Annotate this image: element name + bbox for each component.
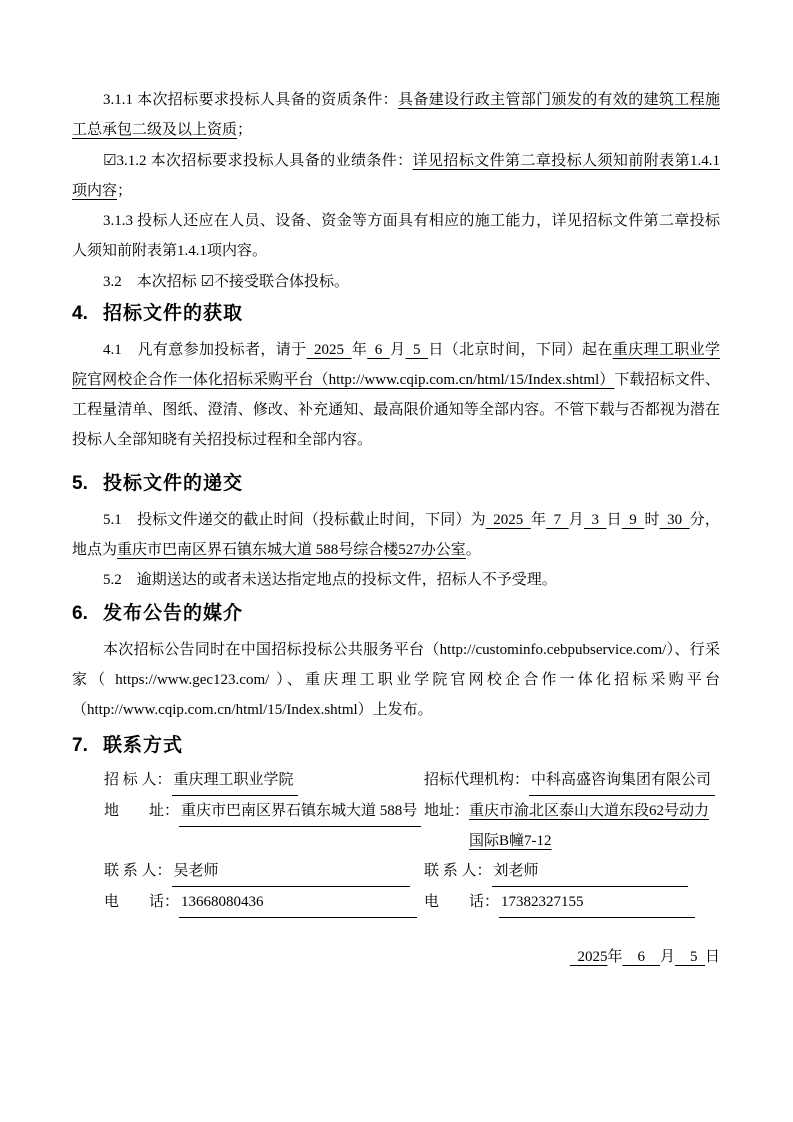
underlined-submission-address: 重庆市巴南区界石镇东城大道 588号综合楼527办公室 [117, 542, 466, 558]
clause-text: 3.1.2 本次招标要求投标人具备的业绩条件： [116, 153, 413, 169]
signature-date [72, 942, 720, 972]
contact-value: 刘老师 [492, 856, 688, 887]
underlined-qualification-text: 具备建设行政主管部门颁发的有效的建筑工程施工总承包二级及以上资质 [72, 92, 720, 138]
section-number: 7. [72, 735, 88, 756]
clause-3-1-2 [72, 145, 720, 206]
clause-5-1 [72, 505, 720, 565]
clause-text: 3.1.3 投标人还应在人员、设备、资金等方面具有相应的施工能力，详见招标文件第二章投标人须知前附表第1.4.1项内容。 [72, 213, 720, 259]
contact-field-agency-person [424, 856, 720, 887]
clause-text: 月 [389, 342, 406, 358]
contact-field-tenderer-address [104, 796, 424, 856]
checked-checkbox-icon: ☑ [200, 272, 214, 290]
clause-text: 月 [568, 512, 584, 528]
contact-value: 中科高盛咨询集团有限公司 [529, 765, 715, 796]
clause-text: 5.2 逾期送达的或者未送达指定地点的投标文件，招标人不予受理。 [103, 572, 557, 588]
contact-label: 地址： [424, 803, 470, 819]
contact-value: 重庆理工职业学院 [172, 765, 298, 796]
underlined-platform-url: 重庆理工职业学院官网校企合作一体化招标采购平台（http://www.cqip.com.cn/html/15/Index.shtml） [72, 342, 720, 388]
clause-text: 3.2 本次招标 [103, 274, 201, 290]
contact-label: 招 标 人： [104, 772, 172, 788]
underlined-minute: 30 [659, 512, 690, 528]
section-4-heading [72, 299, 720, 329]
clause-4-1 [72, 335, 720, 455]
underlined-day: 5 [405, 342, 428, 358]
clause-text: 5.1 投标文件递交的截止时间（投标截止时间，下同）为 [103, 512, 486, 528]
contact-value: 吴老师 [172, 856, 410, 887]
section-title: 发布公告的媒介 [103, 603, 244, 624]
contact-field-agency-address [424, 796, 720, 856]
contact-label: 电 话： [424, 894, 500, 910]
clause-5-2 [72, 565, 720, 595]
section-number: 5. [72, 473, 88, 494]
contact-field-tenderer [104, 765, 424, 796]
contact-label: 招标代理机构： [424, 772, 530, 788]
clause-3-1-1 [72, 85, 720, 145]
clause-text: 时 [644, 512, 660, 528]
underlined-year: 2025 [485, 512, 531, 528]
underlined-day: 3 [583, 512, 607, 528]
contact-field-tenderer-person [104, 856, 424, 887]
clause-text: 本次招标公告同时在中国招标投标公共服务平台（http://custominfo.cebpubservice.com/）、行采家（ https://www.gec123.com/ ）、重庆理工职业学院官网校企合作一体化招标采购平台（http://www.cqip.com.cn/html/15/Index.shtml）上发布。 [72, 642, 720, 718]
announcement-media-paragraph [72, 635, 720, 725]
clause-text: 3.1.1 本次招标要求投标人具备的资质条件： [103, 92, 399, 108]
date-text: 日 [704, 949, 720, 965]
section-title: 招标文件的获取 [103, 303, 244, 324]
clause-text: 年 [351, 342, 368, 358]
contact-label: 电 话： [104, 894, 180, 910]
contact-field-agency [424, 765, 720, 796]
clause-text: ； [117, 183, 133, 199]
clause-3-1-3 [72, 206, 720, 266]
section-7-heading [72, 731, 720, 761]
underlined-month: 7 [546, 512, 569, 528]
clause-text: 分，地点为 [72, 512, 720, 558]
clause-text: 年 [530, 512, 547, 528]
section-title: 投标文件的递交 [103, 473, 244, 494]
date-month: 6 [622, 949, 660, 965]
contact-label: 联 系 人： [104, 863, 172, 879]
underlined-month: 6 [367, 342, 390, 358]
date-text: 月 [659, 949, 675, 965]
clause-text: 不接受联合体投标。 [213, 274, 349, 290]
section-title: 联系方式 [103, 735, 184, 756]
section-number: 6. [72, 603, 88, 624]
section-6-heading [72, 599, 720, 629]
section-number: 4. [72, 303, 88, 324]
clause-text: 下载招标文件、工程量清单、图纸、澄清、修改、补充通知、最高限价通知等全部内容。不管下载与否都视为潜在投标人全部知晓有关招投标过程和全部内容。 [72, 372, 720, 448]
underlined-year: 2025 [306, 342, 352, 358]
clause-text: ； [237, 122, 253, 138]
contact-field-tenderer-phone [104, 887, 424, 918]
contact-value: 重庆市巴南区界石镇东城大道 588号 [179, 796, 421, 827]
contact-field-agency-phone [424, 887, 720, 918]
contact-value: 13668080436 [179, 887, 417, 918]
clause-text: 4.1 凡有意参加投标者，请于 [103, 342, 307, 358]
underlined-hour: 9 [621, 512, 645, 528]
clause-text: 日 [606, 512, 622, 528]
date-year: 2025 [569, 949, 608, 965]
date-day: 5 [674, 949, 705, 965]
contact-table [104, 765, 720, 918]
underlined-performance-text: 详见招标文件第二章投标人须知前附表第1.4.1项内容 [72, 153, 720, 199]
clause-text: 。 [465, 542, 481, 558]
contact-value: 17382327155 [499, 887, 695, 918]
clause-3-2 [72, 266, 720, 297]
contact-label: 地 址： [104, 803, 180, 819]
date-text: 年 [607, 949, 623, 965]
section-5-heading [72, 469, 720, 499]
clause-text: 日（北京时间，下同）起在 [427, 342, 613, 358]
checked-checkbox-icon: ☑ [103, 151, 117, 169]
contact-value: 重庆市渝北区泰山大道东段62号动力国际B幢7-12 [469, 803, 710, 849]
contact-label: 联 系 人： [424, 863, 492, 879]
